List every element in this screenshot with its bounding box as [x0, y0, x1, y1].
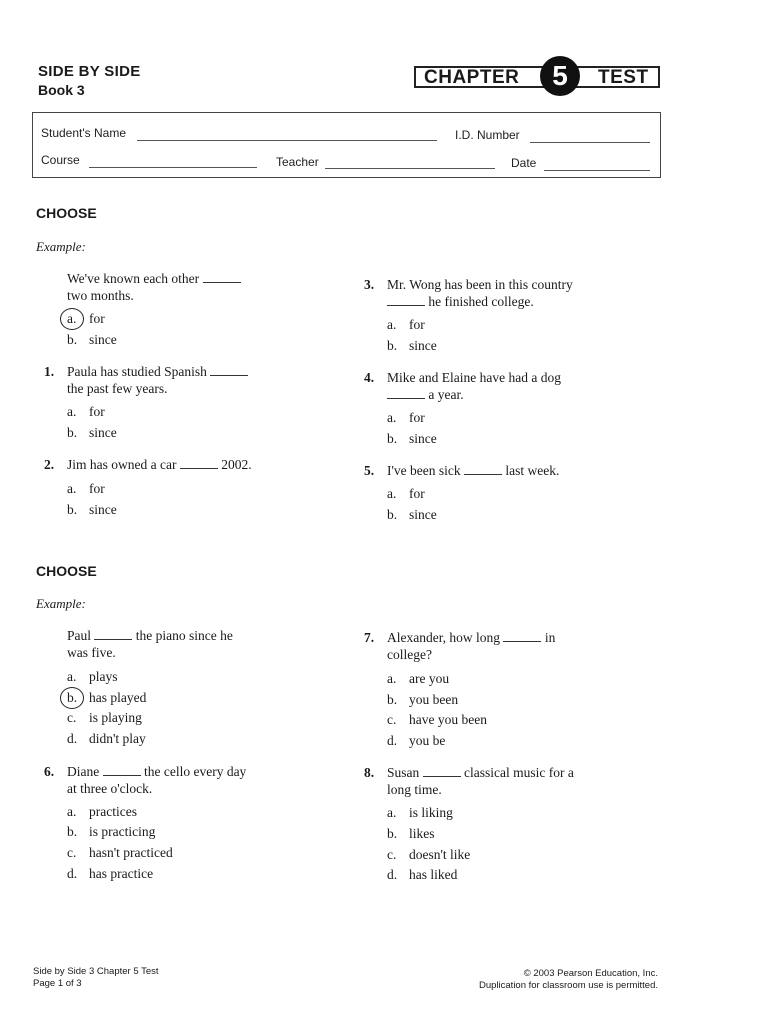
example2-option-c-text: is playing — [89, 710, 142, 725]
example1-option-a-text: for — [89, 311, 105, 326]
question-2-number: 2. — [44, 457, 55, 472]
question-7-option-b-text: you been — [409, 692, 459, 707]
example2-option-d-text: didn't play — [89, 731, 146, 746]
question-6-line2: at three o'clock. — [67, 781, 153, 796]
series-title: SIDE BY SIDE — [38, 63, 141, 80]
course-label: Course — [41, 153, 80, 167]
question-7-option-c-text: have you been — [409, 712, 487, 727]
question-6-option-b-letter: b. — [67, 824, 78, 839]
question-7-blank — [503, 631, 541, 642]
example2-option-b-text: has played — [89, 690, 147, 705]
question-8-option-a-letter: a. — [387, 805, 397, 820]
section2-heading: CHOOSE — [36, 563, 97, 579]
question-6-option-d-letter: d. — [67, 866, 78, 881]
question-1-option-b[interactable] — [67, 425, 117, 441]
question-3-number: 3. — [364, 277, 375, 292]
question-7-option-c-letter: c. — [387, 712, 397, 727]
question-1-blank — [210, 365, 248, 376]
date-label: Date — [511, 156, 537, 170]
question-7-option-a-text: are you — [409, 671, 450, 686]
question-4-option-a[interactable] — [387, 410, 425, 426]
question-8-option-b-text: likes — [409, 826, 435, 841]
example2-question — [67, 627, 233, 661]
section1-example-label: Example: — [36, 239, 86, 254]
question-3-option-b[interactable] — [387, 338, 437, 354]
example2-option-a[interactable] — [67, 669, 118, 685]
question-8-option-b[interactable] — [387, 826, 435, 842]
question-8-option-a-text: is liking — [409, 805, 453, 820]
question-3-blank — [387, 295, 425, 306]
question-6-option-b-text: is practicing — [89, 824, 156, 839]
question-6-option-a-letter: a. — [67, 804, 77, 819]
example1-option-b-letter: b. — [67, 332, 78, 347]
question-3-line1: Mr. Wong has been in this country — [387, 277, 573, 292]
chapter-label: CHAPTER — [424, 67, 520, 88]
question-2-line1b: 2002. — [221, 457, 252, 472]
question-4-number: 4. — [364, 370, 375, 385]
question-4-blank — [387, 388, 425, 399]
question-1 — [44, 363, 248, 397]
question-7-line1b: in — [544, 630, 556, 645]
footer-duplication-note: Duplication for classroom use is permitted. — [479, 980, 658, 991]
example1-blank — [203, 272, 241, 283]
question-5-line1b: last week. — [505, 463, 560, 478]
example1-question — [67, 270, 241, 304]
example2-line2: was five. — [67, 645, 116, 660]
question-6-option-a[interactable] — [67, 804, 137, 820]
question-8-option-d-text: has liked — [409, 867, 458, 882]
question-8-option-d-letter: d. — [387, 867, 398, 882]
example2-option-c[interactable] — [67, 710, 142, 726]
question-6-line1a: Diane — [67, 764, 100, 779]
question-6-option-b[interactable] — [67, 824, 155, 840]
question-3-line2: he finished college. — [428, 294, 534, 309]
question-5 — [364, 462, 560, 479]
question-2-option-b-letter: b. — [67, 502, 78, 517]
teacher-field[interactable] — [325, 168, 495, 169]
question-6-option-c-letter: c. — [67, 845, 77, 860]
question-1-option-a-text: for — [89, 404, 105, 419]
question-7-option-a-letter: a. — [387, 671, 397, 686]
date-field[interactable] — [544, 170, 650, 171]
example2-option-c-letter: c. — [67, 710, 77, 725]
footer-page-number: Page 1 of 3 — [33, 978, 82, 989]
example2-option-b[interactable] — [67, 690, 146, 706]
question-2 — [44, 456, 252, 473]
question-8-line2: long time. — [387, 782, 442, 797]
question-4-option-a-letter: a. — [387, 410, 397, 425]
question-5-option-b[interactable] — [387, 507, 437, 523]
teacher-label: Teacher — [276, 155, 319, 169]
book-title: Book 3 — [38, 82, 85, 98]
question-8-option-c-letter: c. — [387, 847, 397, 862]
question-2-line1a: Jim has owned a car — [67, 457, 177, 472]
question-4-line2: a year. — [428, 387, 464, 402]
question-1-line1: Paula has studied Spanish — [67, 364, 207, 379]
example2-option-d-letter: d. — [67, 731, 78, 746]
question-3-option-a[interactable] — [387, 317, 425, 333]
question-4-option-b-letter: b. — [387, 431, 398, 446]
course-field[interactable] — [89, 167, 257, 168]
question-6-option-c-text: hasn't practiced — [89, 845, 173, 860]
test-label: TEST — [598, 67, 649, 88]
question-4-option-a-text: for — [409, 410, 425, 425]
question-8-line1b: classical music for a — [464, 765, 574, 780]
example1-option-b[interactable] — [67, 332, 117, 348]
question-8-line1a: Susan — [387, 765, 420, 780]
question-8-option-c-text: doesn't like — [409, 847, 471, 862]
question-5-blank — [464, 464, 502, 475]
id-number-field[interactable] — [530, 142, 650, 143]
question-1-number: 1. — [44, 364, 55, 379]
question-1-line2: the past few years. — [67, 381, 168, 396]
question-7-option-b[interactable] — [387, 692, 458, 708]
question-5-option-a[interactable] — [387, 486, 425, 502]
question-7-line2: college? — [387, 647, 432, 662]
question-4-option-b-text: since — [409, 431, 437, 446]
question-4 — [364, 369, 561, 403]
question-3-option-b-text: since — [409, 338, 437, 353]
question-2-option-a-text: for — [89, 481, 105, 496]
question-5-line1a: I've been sick — [387, 463, 461, 478]
question-5-option-b-letter: b. — [387, 507, 398, 522]
question-8-number: 8. — [364, 765, 375, 780]
example1-option-a[interactable] — [67, 311, 105, 327]
question-5-number: 5. — [364, 463, 375, 478]
question-7-option-c[interactable] — [387, 712, 487, 728]
example1-option-a-letter: a. — [67, 311, 89, 327]
chapter-number-badge: 5 — [540, 56, 580, 96]
example2-option-d[interactable] — [67, 731, 146, 747]
question-7-option-d[interactable] — [387, 733, 445, 749]
question-6-option-d-text: has practice — [89, 866, 154, 881]
question-5-option-a-letter: a. — [387, 486, 397, 501]
example2-option-b-letter: b. — [67, 690, 89, 706]
question-7-option-d-text: you be — [409, 733, 446, 748]
example2-line1b: the piano since he — [135, 628, 233, 643]
question-6-option-c[interactable] — [67, 845, 173, 861]
question-7-line1a: Alexander, how long — [387, 630, 501, 645]
question-7-option-b-letter: b. — [387, 692, 398, 707]
question-8 — [364, 764, 574, 798]
question-3-option-a-letter: a. — [387, 317, 397, 332]
question-7-number: 7. — [364, 630, 375, 645]
question-8-option-a[interactable] — [387, 805, 453, 821]
question-6-blank — [103, 765, 141, 776]
footer-test-title: Side by Side 3 Chapter 5 Test — [33, 966, 159, 977]
question-6-number: 6. — [44, 764, 55, 779]
student-name-label: Student's Name — [41, 126, 127, 140]
section1-heading: CHOOSE — [36, 205, 97, 221]
question-2-option-b-text: since — [89, 502, 117, 517]
question-2-option-a-letter: a. — [67, 481, 77, 496]
footer-right — [479, 968, 658, 992]
question-3 — [364, 276, 573, 310]
example2-option-a-letter: a. — [67, 669, 77, 684]
question-6-option-a-text: practices — [89, 804, 137, 819]
example2-line1a: Paul — [67, 628, 92, 643]
example1-line1: We've known each other — [67, 271, 200, 286]
question-8-option-d[interactable] — [387, 867, 457, 883]
footer-left — [33, 966, 159, 990]
example2-blank — [94, 629, 132, 640]
question-1-option-b-letter: b. — [67, 425, 78, 440]
question-1-option-b-text: since — [89, 425, 117, 440]
question-2-option-a[interactable] — [67, 481, 105, 497]
student-name-field[interactable] — [137, 140, 437, 141]
question-4-line1: Mike and Elaine have had a dog — [387, 370, 561, 385]
id-number-label: I.D. Number — [455, 128, 520, 142]
footer-copyright: © 2003 Pearson Education, Inc. — [523, 968, 658, 979]
question-1-option-a-letter: a. — [67, 404, 77, 419]
section2-example-label: Example: — [36, 596, 86, 611]
question-5-option-b-text: since — [409, 507, 437, 522]
question-3-option-a-text: for — [409, 317, 425, 332]
question-6-line1b: the cello every day — [143, 764, 247, 779]
question-7-option-d-letter: d. — [387, 733, 398, 748]
question-8-blank — [423, 766, 461, 777]
question-1-option-a[interactable] — [67, 404, 105, 420]
example1-line2: two months. — [67, 288, 134, 303]
question-8-option-b-letter: b. — [387, 826, 398, 841]
question-8-option-c[interactable] — [387, 847, 470, 863]
question-2-blank — [180, 458, 218, 469]
question-7-option-a[interactable] — [387, 671, 449, 687]
question-4-option-b[interactable] — [387, 431, 437, 447]
question-6 — [44, 763, 247, 797]
example2-option-a-text: plays — [89, 669, 118, 684]
question-6-option-d[interactable] — [67, 866, 153, 882]
question-7 — [364, 629, 556, 663]
question-5-option-a-text: for — [409, 486, 425, 501]
question-3-option-b-letter: b. — [387, 338, 398, 353]
question-2-option-b[interactable] — [67, 502, 117, 518]
example1-option-b-text: since — [89, 332, 117, 347]
